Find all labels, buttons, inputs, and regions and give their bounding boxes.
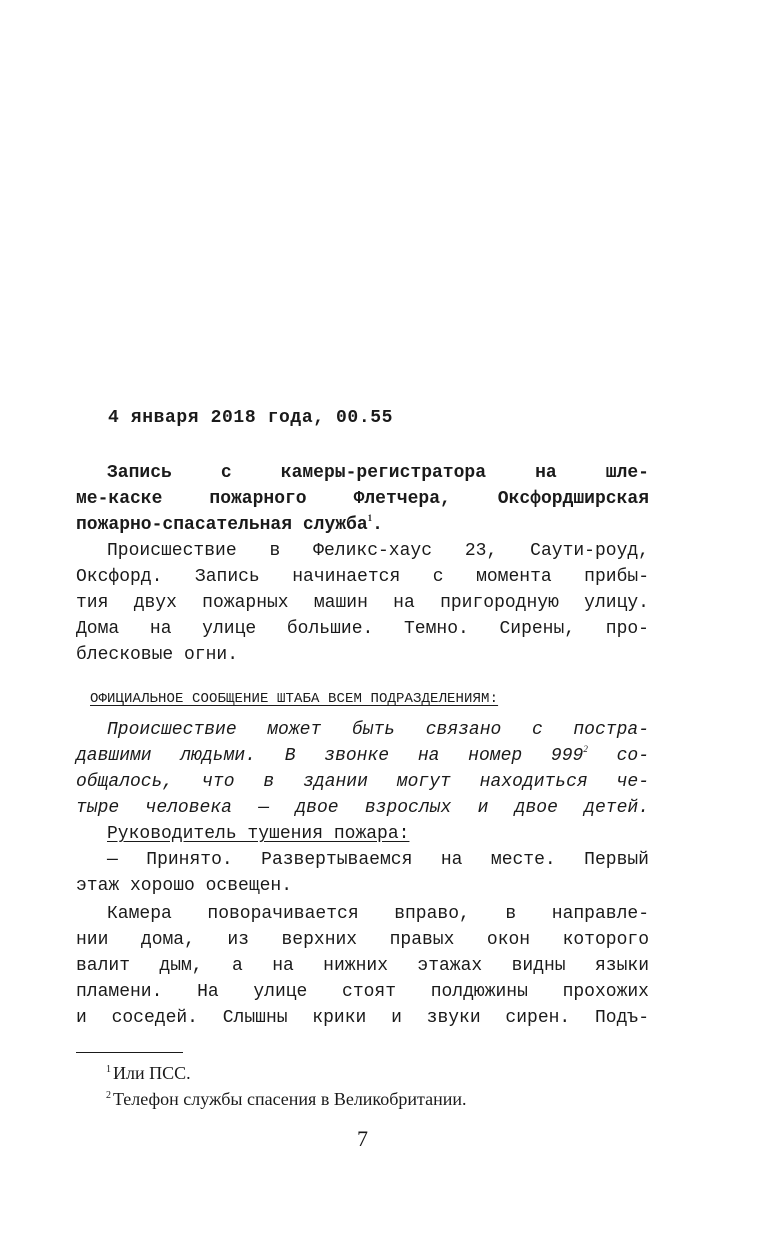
footnote-text: Телефон службы спасения в Великобритании. [113, 1089, 467, 1109]
incident-paragraph [76, 538, 649, 668]
reply-line: этаж хорошо освещен. [76, 876, 293, 896]
footnote-2 [106, 1087, 467, 1111]
dispatch-heading: ОФИЦИАЛЬНОЕ СООБЩЕНИЕ ШТАБА ВСЕМ ПОДРАЗДЕЛЕНИЯМ: [90, 691, 499, 707]
footnote-1 [106, 1061, 191, 1085]
paragraph-line: и соседей. Слышны крики и звуки сирен. Подъ- [76, 1008, 649, 1028]
record-title [76, 460, 649, 538]
commander-label: Руководитель тушения пожара: [107, 824, 410, 844]
footnote-mark: 1 [106, 1064, 111, 1075]
paragraph-line: валит дым, а на нижних этажах видны языки [76, 956, 649, 976]
camera-paragraph [76, 901, 649, 1031]
footnote-text: Или ПСС. [113, 1063, 191, 1083]
footnote-mark: 2 [106, 1090, 111, 1101]
paragraph-line: блесковые огни. [76, 645, 239, 665]
dispatch-line: тыре человека — двое взрослых и двое детей. [76, 798, 649, 818]
record-title-line: Запись с камеры-регистратора на шле- [107, 463, 649, 483]
paragraph-line: нии дома, из верхних правых окон которого [76, 930, 649, 950]
dispatch-line: общалось, что в здании могут находиться че- [76, 772, 649, 792]
dispatch-line: Происшествие может быть связано с постра- [107, 720, 649, 740]
commander-reply [76, 847, 649, 899]
date-heading: 4 января 2018 года, 00.55 [108, 408, 394, 428]
paragraph-line: Происшествие в Феликс-хаус 23, Саути-роуд, [107, 541, 649, 561]
footnote-ref-2[interactable]: 2 [583, 744, 588, 754]
record-title-line: ме-каске пожарного Флетчера, Оксфордширская [76, 489, 649, 509]
footnote-divider [76, 1052, 183, 1053]
record-title-line: пожарно-спасательная служба$^1$. [76, 513, 383, 535]
dispatch-message [76, 717, 649, 821]
paragraph-line: тия двух пожарных машин на пригородную улицу. [76, 593, 649, 613]
reply-line: — Принято. Развертываемся на месте. Первый [107, 850, 649, 870]
paragraph-line: пламени. На улице стоят полдюжины прохожих [76, 982, 649, 1002]
paragraph-line: Камера поворачивается вправо, в направле- [107, 904, 649, 924]
paragraph-line: Дома на улице большие. Темно. Сирены, про- [76, 619, 649, 639]
dispatch-line: давшими людьми. В звонке на номер 999$^2$ со- [76, 744, 649, 766]
footnote-ref-1[interactable]: 1 [367, 513, 373, 523]
paragraph-line: Оксфорд. Запись начинается с момента прибы- [76, 567, 649, 587]
page-number: 7 [357, 1126, 368, 1151]
commander-label-block [76, 821, 649, 847]
